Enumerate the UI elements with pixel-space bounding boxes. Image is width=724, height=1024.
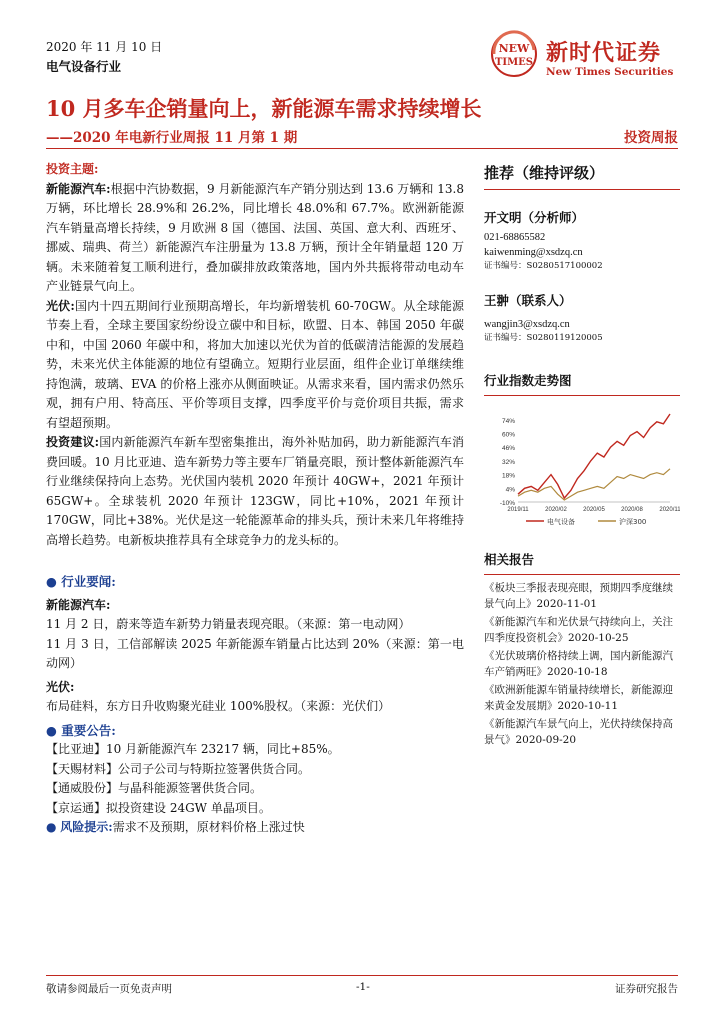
page-number: -1-: [356, 981, 370, 993]
contact-name: 王翀（联系人）: [484, 293, 572, 308]
related-list: [484, 581, 680, 748]
paragraph-ev: [46, 180, 464, 297]
x-tick-label: 2020/08: [621, 507, 643, 513]
sidebar-divider: [484, 189, 680, 190]
news-pv-label: 光伏:: [46, 679, 75, 694]
news-ev-label: 新能源汽车:: [46, 597, 111, 612]
logo-mark-icon: [488, 28, 544, 80]
rating: 推荐（维持评级）: [484, 164, 605, 182]
logo-mark-bottom: TIMES: [494, 57, 534, 68]
legend-label: 沪深300: [619, 518, 647, 526]
announce-item: 【京运通】拟投资建设 24GW 单晶项目。: [46, 800, 271, 815]
index-chart: [484, 406, 680, 546]
ev-text: 根据中汽协数据，9 月新能源汽车产销分别达到 13.6 万辆和 13.8 万辆，环比增长 28.9%和 26.2%，同比增长 48.0%和 67.7%。欧洲新能源汽车销量高增长持续，9 月欧洲 8 国（德国、法国、英国、意大利、西班牙、挪威、瑞典、荷兰）新能源汽车注册量为 13.8 万辆，预计全年销量超 120 万辆。未来随着复工顺利进行，叠加碳排放政策落地，国内外共振将带动电动车产业链景气向上。: [46, 181, 464, 293]
news-item: 11 月 2 日，蔚来等造车新势力销量表现亮眼。（来源：第一电动网）: [46, 617, 411, 631]
bullet-icon: ●: [46, 574, 62, 589]
analyst-cert: 证书编号：S0280517100002: [484, 261, 603, 271]
bullet-icon: ●: [46, 820, 61, 834]
chart-heading: 行业指数走势图: [484, 373, 572, 388]
main-column: [46, 160, 464, 838]
news-item: 布局硅料，东方日升收购聚光硅业 100%股权。（来源：光伏们）: [46, 699, 391, 713]
contact-email[interactable]: wangjin3@xsdzq.cn: [484, 319, 570, 330]
y-tick-label: 32%: [501, 458, 515, 466]
header-divider: [46, 148, 678, 149]
series-line-electrical-equipment: [518, 414, 670, 498]
chart-divider: [484, 395, 680, 396]
footer-divider: [46, 975, 678, 976]
company-logo: [488, 28, 688, 80]
ev-label: 新能源汽车:: [46, 181, 111, 196]
news-item: 11 月 3 日，工信部解读 2025 年新能源车销量占比达到 20%（来源：第一电动网）: [46, 636, 464, 670]
related-heading: 相关报告: [484, 552, 535, 567]
related-report[interactable]: 《欧洲新能源车销量持续增长，新能源迎来黄金发展期》2020-10-11: [484, 684, 673, 712]
contact-cert: 证书编号：S0280119120005: [484, 333, 603, 343]
y-tick-label: 74%: [501, 417, 515, 425]
bullet-icon: ●: [46, 722, 62, 738]
legend-label: 电气设备: [547, 518, 575, 526]
announce-heading: ● 重要公告:: [46, 722, 116, 738]
advice-text: 国内新能源汽车新车型密集推出，海外补贴加码，助力新能源汽车消费回暖。10 月比亚迪、造车新势力等主要车厂销量亮眼，预计整体新能源汽车行业继续保持向上态势。光伏国内装机 2020 年预计 40GW+，2021 年预计 65GW+。全球装机 2020 年预计 123GW，同比+10%，2021 年预计 170GW，同比+38%。光伏是这一轮能源革命的排头兵，预计未来几年将维持高增长趋势。电新板块推荐具有全球竞争力的龙头标的。: [46, 435, 464, 547]
y-tick-label: 60%: [501, 431, 515, 439]
sidebar: [484, 160, 680, 751]
report-title: 10 月多车企销量向上，新能源车需求持续增长: [46, 96, 482, 121]
industry-label: 电气设备行业: [46, 59, 122, 74]
risk-line: [46, 818, 464, 838]
chart-svg: [484, 406, 680, 536]
report-subtitle: ——2020 年电新行业周报 11 月第 1 期: [46, 130, 298, 146]
announce-item: 【通威股份】与晶科能源签署供货合同。: [46, 781, 263, 795]
y-tick-label: 18%: [501, 472, 515, 480]
risk-label: 风险提示:: [60, 820, 113, 834]
pv-text: 国内十四五期间行业预期高增长，年均新增装机 60-70GW。从全球能源节奏上看，全球主要国家纷纷设立碳中和目标，欧盟、日本、韩国 2050 年碳中和，中国 2060 年碳中和，将加大加速以光伏为首的低碳清洁能源的发展趋势，未来光伏主体能源的地位有望确立。短期行业层面，组件企业订单继续维持饱满，玻璃、EVA 的价格上涨亦从侧面映证。从需求来看，国内需求仍然乐观，拥有户用、特高压、平价等项目支撑，四季度平价与竞价项目共振，需求有望超预期。: [46, 298, 464, 430]
theme-heading: 投资主题:: [46, 162, 99, 176]
related-report[interactable]: 《光伏玻璃价格持续上调，国内新能源汽车产销两旺》2020-10-18: [484, 650, 673, 678]
analyst-phone: 021-68865582: [484, 232, 546, 243]
paragraph-advice: [46, 433, 464, 550]
analyst-email[interactable]: kaiwenming@xsdzq.cn: [484, 247, 583, 258]
x-tick-label: 2019/11: [507, 507, 529, 513]
announce-item: 【天赐材料】公司子公司与特斯拉签署供货合同。: [46, 761, 311, 776]
x-tick-label: 2020/11: [659, 507, 680, 513]
pv-label: 光伏:: [46, 298, 75, 313]
analyst-name: 开文明（分析师）: [484, 210, 585, 225]
announce-item: 【比亚迪】10 月新能源汽车 23217 辆，同比+85%。: [46, 742, 340, 756]
news-heading: ● 行业要闻:: [46, 574, 116, 589]
report-date: 2020 年 11 月 10 日: [46, 40, 163, 54]
footer-label: 证券研究报告: [615, 983, 678, 995]
y-tick-label: -10%: [499, 500, 515, 507]
logo-cn: 新时代证券: [546, 41, 662, 66]
report-type: 投资周报: [624, 130, 678, 146]
risk-text: 需求不及预期，原材料价格上涨过快: [112, 820, 305, 834]
logo-en: New Times Securities: [546, 66, 674, 78]
related-report[interactable]: 《新能源汽车和光伏景气持续向上，关注四季度投资机会》2020-10-25: [484, 616, 673, 644]
related-divider: [484, 574, 680, 575]
series-line-csi300: [518, 469, 670, 500]
x-tick-label: 2020/02: [545, 507, 567, 513]
x-tick-label: 2020/05: [583, 507, 605, 513]
paragraph-pv: [46, 297, 464, 434]
related-report[interactable]: 《板块三季报表现亮眼，预期四季度继续景气向上》2020-11-01: [484, 582, 673, 610]
logo-mark-top: NEW: [498, 42, 530, 55]
advice-label: 投资建议:: [46, 435, 100, 449]
footer-disclaimer: 敬请参阅最后一页免责声明: [46, 983, 172, 995]
related-report[interactable]: 《新能源汽车景气向上，光伏持续保持高景气》2020-09-20: [484, 718, 673, 746]
y-tick-label: 46%: [501, 445, 515, 453]
y-tick-label: 4%: [505, 486, 515, 494]
